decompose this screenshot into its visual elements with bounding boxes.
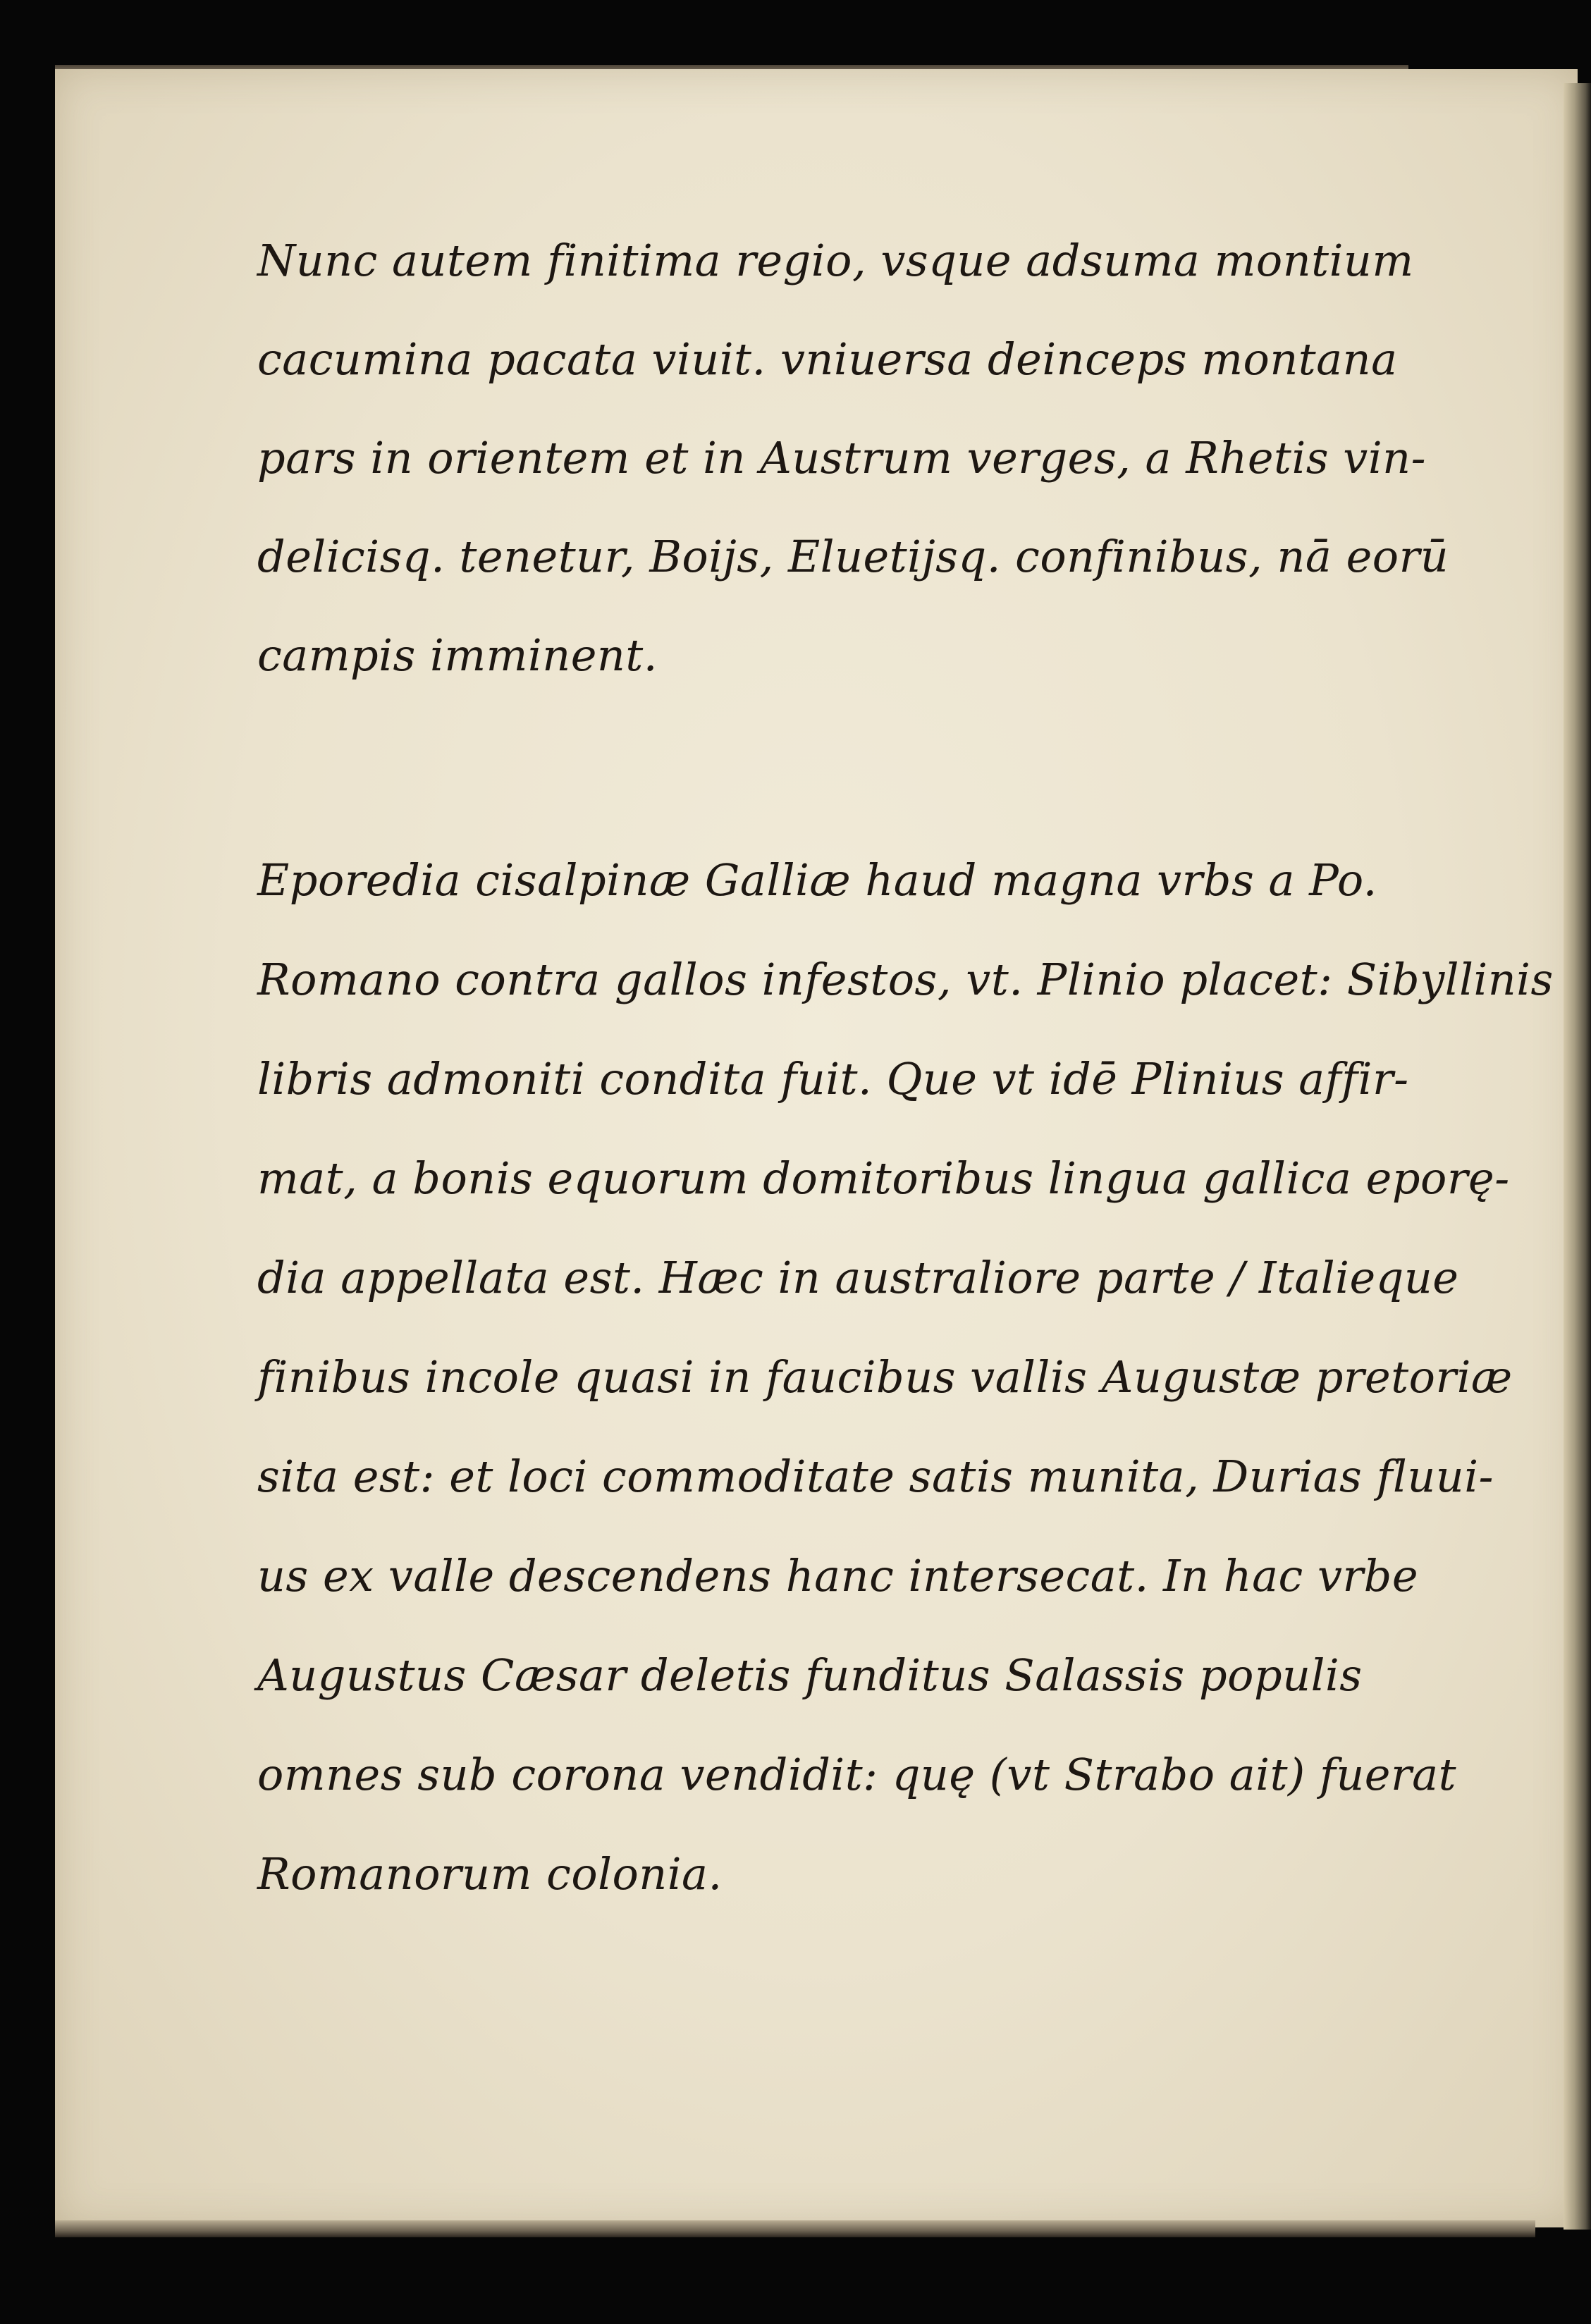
text-line: pars in orientem et in Austrum verges, a Rhetis vin- — [257, 432, 1427, 484]
text-line: Nunc autem finitima regio, vsque adsuma montium — [257, 235, 1414, 286]
page-bottom-edge — [55, 2220, 1535, 2237]
text-line: finibus incole quasi in faucibus vallis Augustæ pretoriæ — [257, 1351, 1513, 1403]
page-fore-edge — [1564, 83, 1591, 2230]
text-line: campis imminent. — [257, 629, 658, 681]
paragraph-1 — [257, 211, 1456, 705]
text-line: Eporedia cisalpinæ Galliæ haud magna vrbs a Po. — [257, 854, 1377, 906]
text-line: delicisq. tenetur, Boijs, Eluetijsq. confinibus, nā eorū — [257, 531, 1449, 582]
text-line: omnes sub corona vendidit: quę (vt Strabo ait) fuerat — [257, 1749, 1456, 1800]
text-line: libris admoniti condita fuit. Que vt idē Plinius affir- — [257, 1053, 1409, 1105]
text-line: us ex valle descendens hanc intersecat. In hac vrbe — [257, 1550, 1419, 1601]
text-line: cacumina pacata viuit. vniuersa deinceps montana — [257, 333, 1398, 385]
text-line: Augustus Cæsar deletis funditus Salassis populis — [257, 1649, 1363, 1701]
text-line: sita est: et loci commoditate satis munita, Durias fluui- — [257, 1451, 1494, 1502]
text-line: dia appellata est. Hæc in australiore parte / Italieque — [257, 1252, 1459, 1303]
text-line: mat, a bonis equorum domitoribus lingua gallica eporę- — [257, 1152, 1510, 1204]
text-line: Romano contra gallos infestos, vt. Plinio placet: Sibyllinis — [257, 954, 1554, 1005]
paragraph-2 — [257, 830, 1554, 1924]
text-line: Romanorum colonia. — [257, 1848, 723, 1900]
